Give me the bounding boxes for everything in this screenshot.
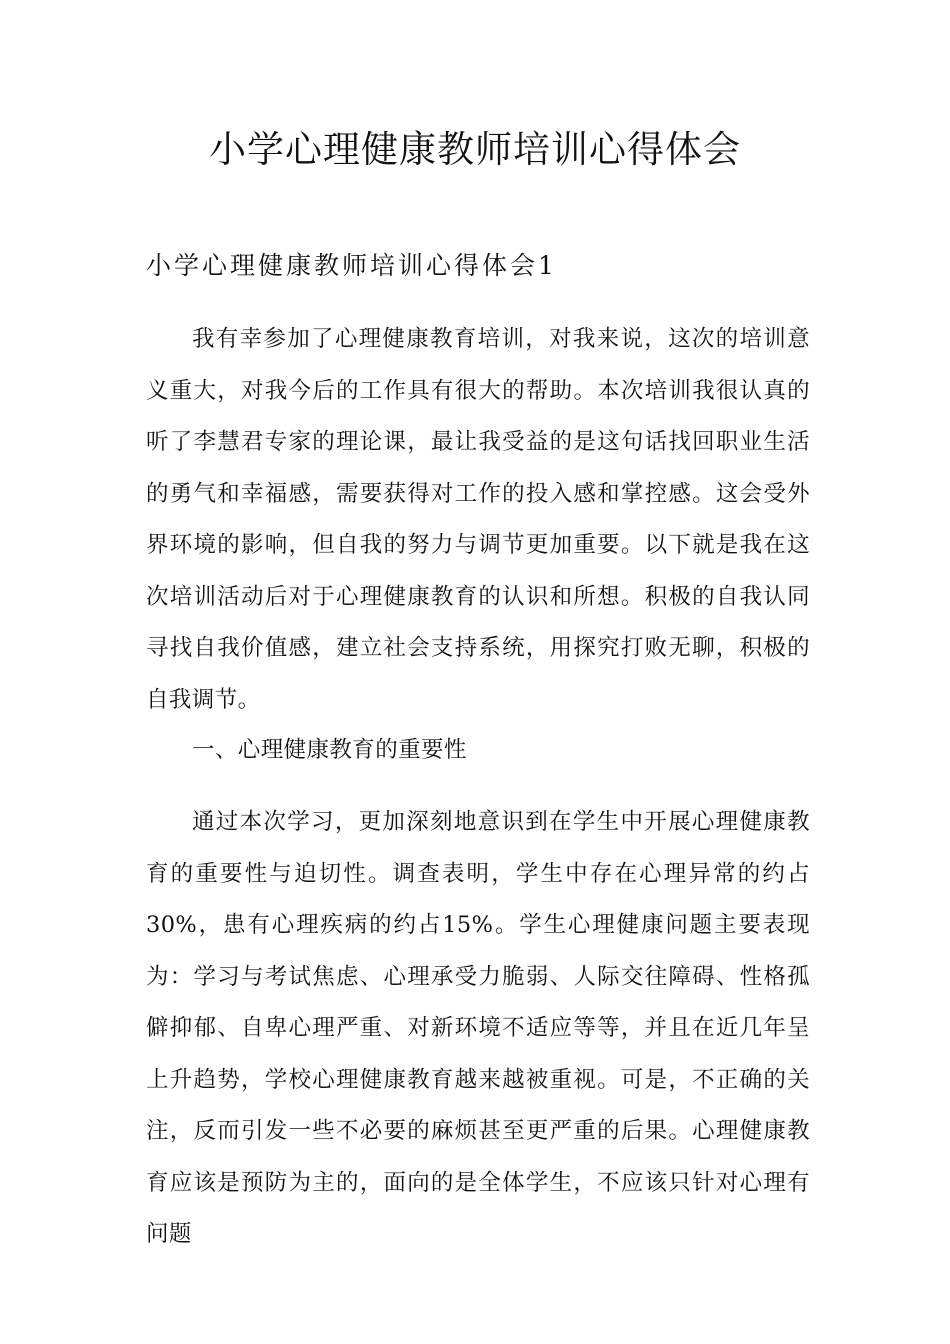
- body-paragraph: 我有幸参加了心理健康教育培训，对我来说，这次的培训意义重大，对我今后的工作具有很大的帮助。本次培训我很认真的听了李慧君专家的理论课，最让我受益的是这句话找回职业生活的勇气和幸福感，需要获得对工作的投入感和掌控感。这会受外界环境的影响，但自我的努力与调节更加重要。以下就是我在这次培训活动后对于心理健康教育的认识和所想。积极的自我认同寻找自我价值感，建立社会支持系统，用探究打败无聊，积极的自我调节。: [146, 326, 810, 713]
- subsection-heading: 一、心理健康教育的重要性: [192, 737, 467, 763]
- body-paragraph: 通过本次学习，更加深刻地意识到在学生中开展心理健康教育的重要性与迫切性。调查表明，学生中存在心理异常的约占30%，患有心理疾病的约占15%。学生心理健康问题主要表现为：学习与考试焦虑、心理承受力脆弱、人际交往障碍、性格孤僻抑郁、自卑心理严重、对新环境不适应等等，并且在近几年呈上升趋势，学校心理健康教育越来越被重视。可是，不正确的关注，反而引发一些不必要的麻烦甚至更严重的后果。心理健康教育应该是预防为主的，面向的是全体学生，不应该只针对心理有问题: [146, 809, 810, 1247]
- section-heading: 小学心理健康教师培训心得体会1: [146, 251, 557, 280]
- document-title: 小学心理健康教师培训心得体会: [209, 128, 741, 171]
